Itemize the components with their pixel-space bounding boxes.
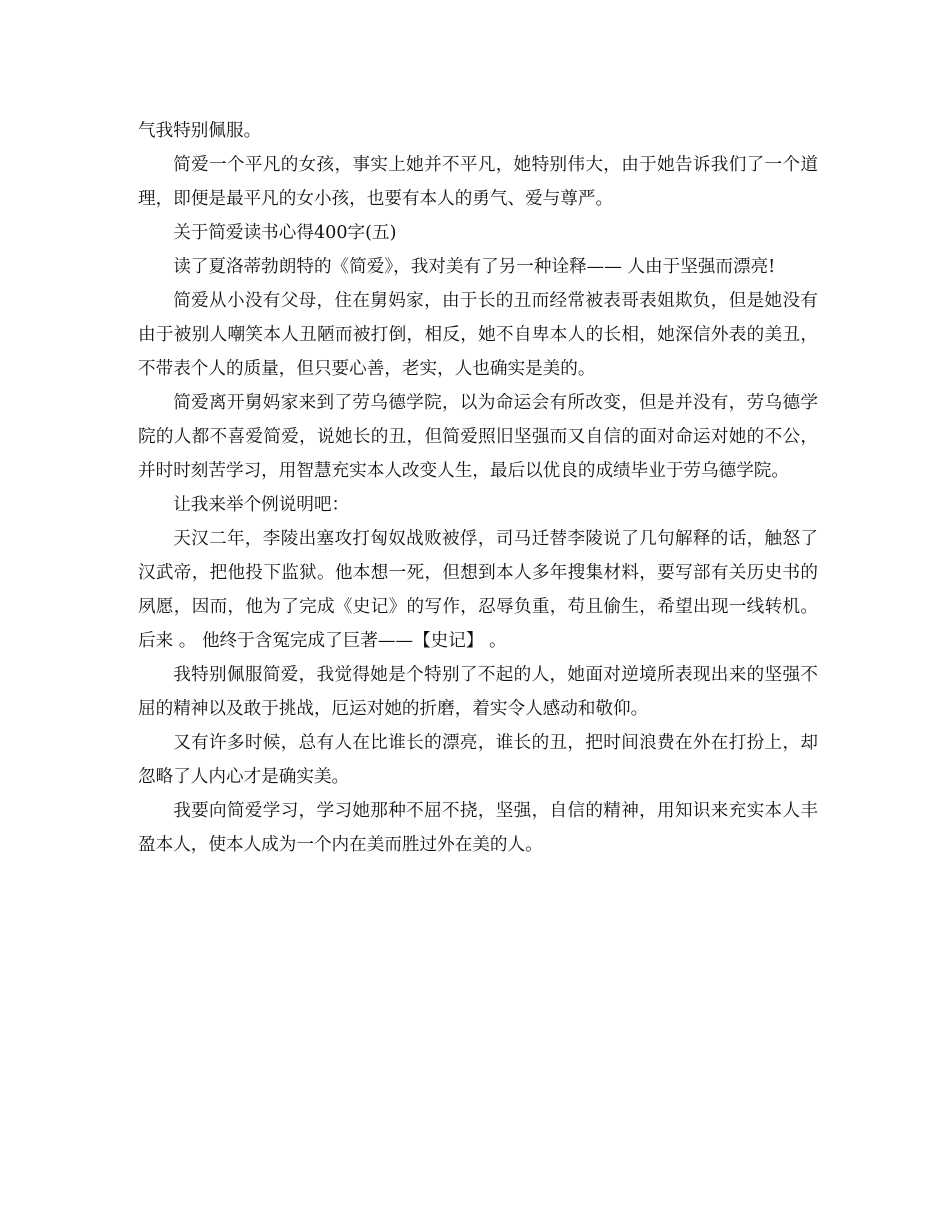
paragraph-jane-ordinary: 简爱一个平凡的女孩，事实上她并不平凡，她特别伟大，由于她告诉我们了一个道理，即便是最平凡的女小孩，也要有本人的勇气、爱与尊严。 xyxy=(138,155,818,209)
paragraph-continuation: 气我特别佩服。 xyxy=(138,121,262,141)
paragraph-appearance: 又有许多时候，总有人在比谁长的漂亮，谁长的丑，把时间浪费在外在打扮上，却忽略了人内心才是确实美。 xyxy=(138,733,818,787)
paragraph-beauty-interpretation: 读了夏洛蒂勃朗特的《简爱》，我对美有了另一种诠释—— 人由于坚强而漂亮! xyxy=(173,257,776,277)
section-heading: 关于简爱读书心得400字(五) xyxy=(173,223,397,243)
paragraph-admiration: 我特别佩服简爱，我觉得她是个特别了不起的人，她面对逆境所表现出来的坚强不屈的精神以及敢于挑战，厄运对她的折磨，着实令人感动和敬仰。 xyxy=(138,665,818,719)
paragraph-sima-qian: 天汉二年，李陵出塞攻打匈奴战败被俘，司马迁替李陵说了几句解释的话，触怒了汉武帝，把他投下监狱。他本想一死，但想到本人多年搜集材料，要写部有关历史书的夙愿，因而，他为了完成《史记》的写作，忍辱负重，苟且偷生，希望出现一线转机。后来 。 他终于含冤完成了巨著——【史记】 。 xyxy=(138,529,818,651)
document-body xyxy=(138,114,818,862)
paragraph-childhood: 简爱从小没有父母，住在舅妈家，由于长的丑而经常被表哥表姐欺负，但是她没有由于被别人嘲笑本人丑陋而被打倒，相反，她不自卑本人的长相，她深信外表的美丑，不带表个人的质量，但只要心善，老实，人也确实是美的。 xyxy=(138,291,818,379)
paragraph-conclusion: 我要向简爱学习，学习她那种不屈不挠，坚强，自信的精神，用知识来充实本人丰盈本人，使本人成为一个内在美而胜过外在美的人。 xyxy=(138,801,818,855)
paragraph-lowood: 简爱离开舅妈家来到了劳乌德学院，以为命运会有所改变，但是并没有，劳乌德学院的人都不喜爱简爱，说她长的丑，但简爱照旧坚强而又自信的面对命运对她的不公，并时时刻苦学习，用智慧充实本人改变人生，最后以优良的成绩毕业于劳乌德学院。 xyxy=(138,393,818,481)
paragraph-example-intro: 让我来举个例说明吧： xyxy=(173,495,350,515)
